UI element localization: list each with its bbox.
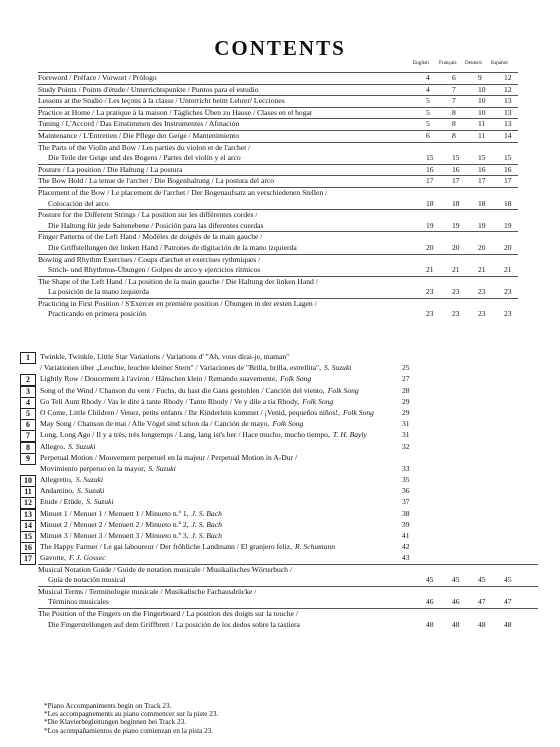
piece-title: Perpetual Motion / Mouvement perpetuel en la majeur / Perpetual Motion in A-Dur / xyxy=(40,452,298,462)
toc-entry[interactable] xyxy=(38,221,518,232)
page-number: 48 xyxy=(426,619,434,629)
page-number: 20 xyxy=(504,242,512,252)
toc-entry[interactable] xyxy=(38,231,518,243)
page-number: 15 xyxy=(478,153,486,163)
toc-entry[interactable] xyxy=(38,118,518,130)
track-number-box: 2 xyxy=(20,374,36,386)
page-number: 29 xyxy=(402,396,410,406)
piece-entry[interactable] xyxy=(20,496,520,507)
page-number: 38 xyxy=(402,508,410,518)
toc-entry[interactable] xyxy=(38,298,518,310)
front-matter-list xyxy=(38,72,518,320)
entry-title: The Shape of the Left Hand / La position de la main gauche / Die Haltung der linken Hand / xyxy=(38,276,318,286)
track-number-box: 14 xyxy=(20,520,36,532)
page-number: 23 xyxy=(426,287,434,297)
page-number: 28 xyxy=(402,385,410,395)
entry-title: Musical Terms / Terminologie musicale / Musikalische Fachausdrücke / xyxy=(38,586,257,596)
entry-title: Guía de notación musical xyxy=(48,575,126,585)
page-number: 10 xyxy=(478,96,486,106)
piece-title: O Come, Little Children / Venez, petits enfants / Ihr Kinderlein kommet / ¡Venid, pequeños niños!, xyxy=(40,407,340,417)
toc-entry[interactable] xyxy=(38,287,518,298)
piece-title: Minuet 2 / Menuet 2 / Menuett 2 / Minueto n.º 2, xyxy=(40,519,189,529)
track-number-box: 10 xyxy=(20,475,36,487)
piece-entry[interactable] xyxy=(20,474,520,485)
track-number-box: 15 xyxy=(20,531,36,543)
page-number: 47 xyxy=(478,597,486,607)
page-number: 7 xyxy=(452,84,456,94)
entry-title: The Position of the Fingers on the Fingerboard / La position des doigts sur la touche / xyxy=(38,608,298,618)
piece-composer: J. S. Bach xyxy=(191,508,222,518)
piece-entry[interactable] xyxy=(20,351,520,362)
page-number: 18 xyxy=(478,198,486,208)
page-number: 35 xyxy=(402,475,410,485)
piece-entry[interactable] xyxy=(20,508,520,519)
piece-title: Minuet 1 / Menuet 1 / Menuett 1 / Minueto n.º 1, xyxy=(40,508,189,518)
page-number: 11 xyxy=(478,119,486,129)
piece-title: Song of the Wind / Chanson du vent / Fuchs, du hast die Gans gestohlen / Canción del viento, xyxy=(40,385,325,395)
entry-title: Practicando en primera posición xyxy=(48,309,147,319)
piece-composer: Folk Song xyxy=(302,396,334,406)
track-number-box: 6 xyxy=(20,419,36,431)
page-number: 33 xyxy=(402,463,410,473)
piece-entry[interactable] xyxy=(20,541,520,552)
toc-entry[interactable] xyxy=(38,187,518,199)
page-number: 37 xyxy=(402,497,410,507)
entry-title: La posición de la mano izquierda xyxy=(48,287,150,297)
toc-entry[interactable] xyxy=(38,107,518,119)
page-number: 45 xyxy=(452,575,460,585)
page-number: 6 xyxy=(452,73,456,82)
piece-title: Movimiento perpetuo en la mayor, xyxy=(40,463,146,473)
piece-title: May Song / Chanson de mai / Alle Vögel sind schon da / Canción de mayo, xyxy=(40,419,270,429)
page-number: 48 xyxy=(504,619,512,629)
piece-entry[interactable] xyxy=(20,418,520,429)
page-number: 31 xyxy=(402,419,410,429)
entry-title: The Bow Hold / La tenue de l'archet / Die Bogenhaltung / La postura del arco xyxy=(38,176,275,186)
piece-entry[interactable] xyxy=(20,373,520,384)
track-number-box: 7 xyxy=(20,430,36,442)
page-number: 21 xyxy=(478,265,486,275)
piece-entry[interactable] xyxy=(20,530,520,541)
toc-entry[interactable] xyxy=(38,142,518,154)
piece-entry[interactable] xyxy=(20,441,520,452)
page-number: 9 xyxy=(478,73,482,82)
toc-entry[interactable] xyxy=(38,597,538,608)
piece-composer: S. Suzuki xyxy=(76,486,105,496)
toc-entry[interactable] xyxy=(38,620,538,631)
piece-title: / Variationen über „Leuchte, leuchte kleiner Stern" / Variaciones de "Brilla, brilla, estrellita", xyxy=(40,363,322,373)
entry-title: Maintenance / L'Entretien / Die Pflege der Geige / Mantenimiento xyxy=(38,130,240,140)
toc-entry[interactable] xyxy=(38,199,518,210)
track-number-box: 1 xyxy=(20,352,36,364)
piece-entry[interactable] xyxy=(20,485,520,496)
track-number-box: 11 xyxy=(20,486,36,498)
piece-entry[interactable] xyxy=(20,552,520,563)
entry-title: Die Fingerstellungen auf dem Griffbrett / La posición de los dedos sobre la tastiera xyxy=(48,619,300,629)
toc-entry[interactable] xyxy=(38,175,518,187)
page-number: 39 xyxy=(402,519,410,529)
entry-title: Posture for the Different Strings / La position sur les différentes cordes / xyxy=(38,210,258,220)
page-number: 20 xyxy=(478,242,486,252)
piece-title: Gavotte, xyxy=(40,553,66,563)
toc-entry[interactable] xyxy=(38,95,518,107)
toc-entry[interactable] xyxy=(38,153,518,164)
entry-title: Tuning / L'Accord / Das Einstimmen des Instrumentes / Afinación xyxy=(38,119,240,129)
page-number: 20 xyxy=(426,242,434,252)
piece-composer: Folk Song xyxy=(272,419,304,429)
piece-entry[interactable] xyxy=(20,362,520,373)
page-number: 23 xyxy=(504,309,512,319)
piece-composer: S. Suzuki xyxy=(324,363,352,373)
entry-title: Foreword / Préface / Vorwort / Prólogo xyxy=(38,73,157,82)
page-number: 16 xyxy=(426,164,434,174)
piece-composer: J. S. Bach xyxy=(191,519,222,529)
piece-entry[interactable] xyxy=(20,519,520,530)
page-number: 7 xyxy=(452,96,456,106)
track-number-box: 13 xyxy=(20,509,36,521)
entry-title: Términos musicales xyxy=(48,597,109,607)
track-number-box: 12 xyxy=(20,497,36,509)
piece-title: Twinkle, Twinkle, Little Star Variations / Variations d' "Ah, vous dirai-je, maman" xyxy=(40,352,290,361)
page-number: 18 xyxy=(452,198,460,208)
piece-composer: Folk Song xyxy=(280,374,312,384)
lang-spanish: Español xyxy=(491,60,508,66)
page-number: 15 xyxy=(452,153,460,163)
toc-entry[interactable] xyxy=(38,164,518,176)
page-number: 16 xyxy=(452,164,460,174)
entry-title: Practice at Home / La pratique à la maison / Tägliches Üben zu Hause / Clases en el hogar xyxy=(38,107,313,117)
page-number: 8 xyxy=(452,130,456,140)
track-number-box: 4 xyxy=(20,397,36,409)
page-title: CONTENTS xyxy=(214,36,346,60)
page-number: 42 xyxy=(402,542,410,552)
track-number-box: 5 xyxy=(20,408,36,420)
piece-title: Long, Long Ago / Il y a très, très longtemps / Lang, lang ist's her / Hace mucho, mucho tiempo, xyxy=(40,430,330,440)
page-number: 10 xyxy=(478,107,486,117)
page-number: 23 xyxy=(478,287,486,297)
page-number: 16 xyxy=(504,164,512,174)
page-number: 48 xyxy=(478,619,486,629)
page-number: 17 xyxy=(478,176,486,186)
footnote: *Les accompagnements au piano commencer sur la piste 23. xyxy=(44,710,219,719)
page-number: 19 xyxy=(452,220,460,230)
track-number-box: 8 xyxy=(20,442,36,454)
entry-title: The Parts of the Violin and Bow / Les parties du violon et de l'archet / xyxy=(38,142,251,152)
page-number: 27 xyxy=(402,374,410,384)
page-number: 21 xyxy=(426,265,434,275)
piece-composer: F. J. Gossec xyxy=(68,553,106,563)
page-number: 25 xyxy=(402,363,410,373)
page-number: 45 xyxy=(504,575,512,585)
piece-composer: Folk Song xyxy=(327,385,359,395)
toc-entry[interactable] xyxy=(38,564,538,576)
entry-title: Practicing in First Position / S'Exercer en première position / Übungen in der ersten Lagen / xyxy=(38,298,317,308)
page-number: 20 xyxy=(452,242,460,252)
page-number: 23 xyxy=(504,287,512,297)
entry-title: Die Griffstellungen der linken Hand / Patrones de digitación de la mano izquierda xyxy=(48,242,297,252)
piece-title: Allegretto, xyxy=(40,475,73,485)
page-number: 13 xyxy=(504,107,512,117)
piece-title: The Happy Farmer / Le gai laboureur / Der fröhliche Landmann / El granjero feliz, xyxy=(40,542,292,552)
toc-entry[interactable] xyxy=(38,276,518,288)
lang-french: Français xyxy=(439,60,457,66)
page-number: 5 xyxy=(426,96,430,106)
lang-english: English xyxy=(413,60,429,66)
lang-german: Deutsch xyxy=(465,60,482,66)
toc-entry[interactable] xyxy=(38,309,518,320)
piece-entry[interactable] xyxy=(20,463,520,474)
page-number: 8 xyxy=(452,119,456,129)
page-number: 12 xyxy=(504,73,512,82)
piece-composer: S. Suzuki xyxy=(75,475,104,485)
footnotes xyxy=(44,702,218,735)
page-number: 46 xyxy=(452,597,460,607)
page-number: 11 xyxy=(478,130,486,140)
piece-title: Etude / Etüde, xyxy=(40,497,84,507)
page-number: 29 xyxy=(402,407,410,417)
page-number: 19 xyxy=(426,220,434,230)
page-number: 45 xyxy=(478,575,486,585)
piece-title: Allegro, xyxy=(40,441,66,451)
page-number: 23 xyxy=(452,287,460,297)
page-number: 17 xyxy=(452,176,460,186)
entry-title: Colocación del arco xyxy=(48,198,109,208)
page-number: 21 xyxy=(504,265,512,275)
page-number: 41 xyxy=(402,531,410,540)
entry-title: Placement of the Bow / Le placement de l'archet / Der Bogenaufsatz an verschiedenen Stellen / xyxy=(38,187,328,197)
page-number: 47 xyxy=(504,597,512,607)
page-number: 36 xyxy=(402,486,410,496)
page-number: 17 xyxy=(504,176,512,186)
entry-title: Study Points / Points d'étude / Unterrichtspunkte / Puntos para el estudio xyxy=(38,84,259,94)
page-number: 8 xyxy=(452,107,456,117)
toc-entry[interactable] xyxy=(38,575,538,586)
page-number: 13 xyxy=(504,96,512,106)
piece-entry[interactable] xyxy=(20,452,520,463)
page-number: 45 xyxy=(426,575,434,585)
page-number: 15 xyxy=(504,153,512,163)
page-number: 12 xyxy=(504,84,512,94)
entry-title: Musical Notation Guide / Guide de notation musicale / Musikalisches Wörterbuch / xyxy=(38,564,292,574)
entry-title: Die Haltung für jede Saitenebene / Posición para las diferentes cuerdas xyxy=(48,220,264,230)
footnote: *Die Klavierbegleitungen beginnen bei Track 23. xyxy=(44,718,187,727)
page-number: 31 xyxy=(402,430,410,440)
page-number: 19 xyxy=(504,220,512,230)
track-number-box: 9 xyxy=(20,453,36,465)
page-number: 46 xyxy=(426,597,434,607)
track-number-box: 17 xyxy=(20,553,36,565)
footnote: *Los acompañamientos de piano comienzan en la pista 23. xyxy=(44,726,214,735)
page-number: 18 xyxy=(504,198,512,208)
toc-entry[interactable] xyxy=(38,84,518,96)
toc-entry[interactable] xyxy=(38,608,538,620)
toc-entry[interactable] xyxy=(38,243,518,254)
toc-entry[interactable] xyxy=(38,254,518,266)
page-number: 32 xyxy=(402,441,410,451)
piece-composer: S. Suzuki xyxy=(86,497,114,507)
piece-composer: S. Suzuki xyxy=(68,441,96,451)
page-number: 4 xyxy=(426,73,430,82)
page-number: 23 xyxy=(426,309,434,319)
toc-entry[interactable] xyxy=(38,265,518,276)
track-number-box: 16 xyxy=(20,542,36,554)
entry-title: Posture / La position / Die Haltung / La postura xyxy=(38,164,183,174)
piece-entry[interactable] xyxy=(20,385,520,396)
piece-entry[interactable] xyxy=(20,407,520,418)
page-number: 14 xyxy=(504,130,512,140)
piece-entry[interactable] xyxy=(20,429,520,440)
page-number: 18 xyxy=(426,198,434,208)
piece-entry[interactable] xyxy=(20,396,520,407)
page-number: 15 xyxy=(426,153,434,163)
page-number: 23 xyxy=(452,309,460,319)
entry-title: Strich- und Rhythmus-Übungen / Golpes de arco y ejercicios rítmicos xyxy=(48,265,261,275)
page-number: 10 xyxy=(478,84,486,94)
piece-title: Lightly Row / Doucement à l'aviron / Hänschen klein / Remando suavemente, xyxy=(40,374,278,384)
piece-composer: R. Schumann xyxy=(294,542,336,552)
piece-composer: Folk Song xyxy=(342,407,374,417)
piece-composer: T. H. Bayly xyxy=(332,430,367,440)
piece-title: Go Tell Aunt Rhody / Vas le dire à tante Rhody / Tante Rhody / Ve y dile a tía Rhody, xyxy=(40,396,300,406)
language-column-headers xyxy=(413,60,523,66)
page-number: 6 xyxy=(426,130,430,140)
entry-title: Bowing and Rhythm Exercises / Coups d'archet et exercises rythmiques / xyxy=(38,254,261,264)
entry-title: Lessons at the Studio / Les leçons à la classe / Unterricht beim Lehrer/ Lecciones xyxy=(38,96,285,106)
entry-title: Die Teile der Geige und des Bogens / Partes del violín y el arco xyxy=(48,153,241,163)
page-number: 19 xyxy=(478,220,486,230)
page-number: 48 xyxy=(452,619,460,629)
page-number: 13 xyxy=(504,119,512,129)
entry-title: Finger Patterns of the Left Hand / Modèles de doigtés de la main gauche / xyxy=(38,232,263,242)
toc-entry[interactable] xyxy=(38,209,518,221)
page-number: 5 xyxy=(426,119,430,129)
piece-composer: S. Suzuki xyxy=(148,463,176,473)
footnote: *Piano Accompaniments begin on Track 23. xyxy=(44,702,172,710)
toc-entry[interactable] xyxy=(38,130,518,142)
page-number: 16 xyxy=(478,164,486,174)
page-number: 4 xyxy=(426,84,430,94)
pieces-list xyxy=(20,351,520,630)
toc-entry[interactable] xyxy=(38,72,518,84)
page-number: 43 xyxy=(402,553,410,563)
page-number: 21 xyxy=(452,265,460,275)
back-matter-list xyxy=(38,564,538,631)
piece-title: Andantino, xyxy=(40,486,74,496)
page-number: 23 xyxy=(478,309,486,319)
piece-composer: J. S. Bach xyxy=(191,531,222,540)
piece-title: Minuet 3 / Menuet 3 / Menuett 3 / Minueto n.º 3, xyxy=(40,531,189,540)
track-number-box: 3 xyxy=(20,386,36,398)
page-number: 5 xyxy=(426,107,430,117)
page-number: 17 xyxy=(426,176,434,186)
toc-entry[interactable] xyxy=(38,586,538,598)
